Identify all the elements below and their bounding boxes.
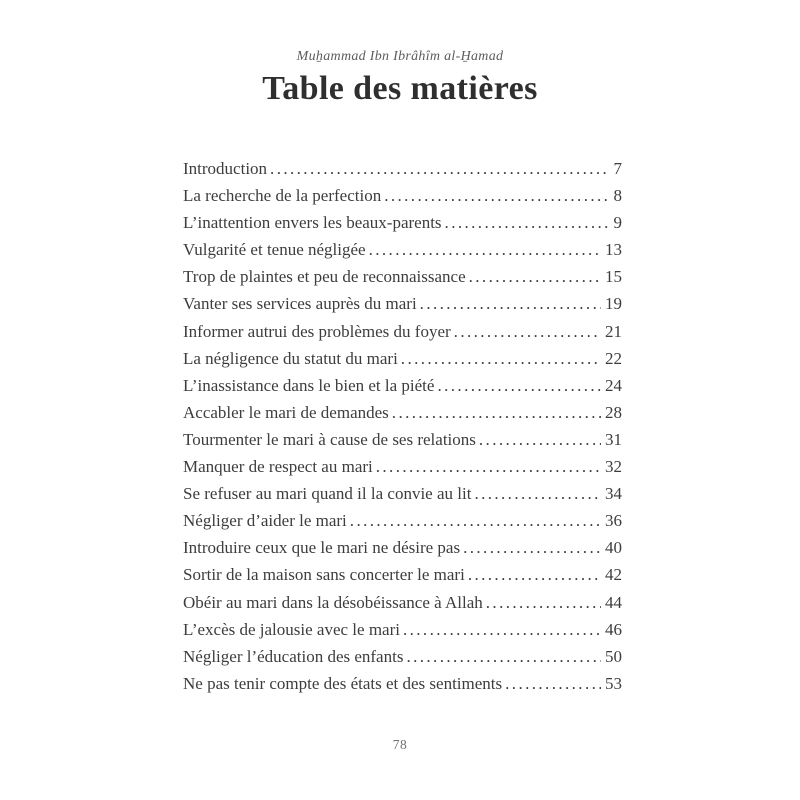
toc-entry [183,647,622,674]
toc-dot-leader [392,403,601,423]
toc-entry [183,186,622,213]
toc-entry-label: Négliger l’éducation des enfants [183,646,404,666]
toc-entry-page: 19 [605,294,622,314]
toc-entry [183,511,622,538]
toc-entry [183,484,622,511]
toc-entry-label: Obéir au mari dans la désobéissance à Allah [183,592,483,612]
toc-dot-leader [384,186,609,206]
toc-dot-leader [454,322,601,342]
toc-entry-label: La recherche de la perfection [183,186,382,206]
toc-entry-page: 36 [605,511,622,531]
toc-entry-page: 42 [605,565,622,585]
toc-entry-page: 9 [613,213,622,233]
toc-entry-page: 53 [605,673,622,693]
toc-entry [183,240,622,267]
toc-entry [183,403,622,430]
toc-dot-leader [468,565,601,585]
toc-entry-label: Négliger d’aider le mari [183,511,347,531]
toc-entry-page: 31 [605,429,622,449]
toc-entry [183,267,622,294]
toc-dot-leader [445,213,610,233]
toc-entry-label: Vanter ses services auprès du mari [183,294,417,314]
toc-entry [183,565,622,592]
running-header-author: Muẖammad Ibn Ibrâhîm al-H̱amad [296,49,504,64]
toc-entry [183,213,622,240]
toc-entry-label: La négligence du statut du mari [183,348,398,368]
toc-dot-leader [479,430,601,450]
toc-entry [183,376,622,403]
toc-entry-label: Sortir de la maison sans concerter le mari [183,565,465,585]
page-title: Table des matières [262,70,538,107]
toc-entry-page: 44 [605,592,622,612]
toc-entry-label: L’inattention envers les beaux-parents [183,213,442,233]
toc-dot-leader [420,294,601,314]
toc-entry-label: Se refuser au mari quand il la convie au lit [183,484,472,504]
toc-entry [183,349,622,376]
toc-entry [183,674,622,701]
toc-entry-label: Ne pas tenir compte des états et des sentiments [183,673,503,693]
toc-dot-leader [350,511,601,531]
toc-entry [183,620,622,647]
toc-dot-leader [270,159,609,179]
toc-dot-leader [505,674,601,694]
toc-entry-label: Accabler le mari de demandes [183,402,389,422]
toc-entry-page: 21 [605,321,622,341]
toc-entry-label: L’inassistance dans le bien et la piété [183,375,435,395]
toc-dot-leader [463,538,601,558]
toc-entry [183,322,622,349]
toc-entry [183,294,622,321]
toc-entry-page: 8 [613,186,622,206]
toc-entry [183,538,622,565]
toc-entry-page: 7 [613,159,622,178]
toc-entry-page: 24 [605,375,622,395]
toc-entry-label: Trop de plaintes et peu de reconnaissance [183,267,466,287]
toc-entry-page: 34 [605,484,622,504]
toc-entry-label: Tourmenter le mari à cause de ses relations [183,429,476,449]
toc-entry-page: 50 [605,646,622,666]
toc-dot-leader [406,647,601,667]
toc-entry-page: 40 [605,538,622,558]
toc-entry-page: 28 [605,402,622,422]
toc-entry-label: Introduction [183,159,268,178]
toc-dot-leader [376,457,601,477]
toc-entry-page: 46 [605,619,622,639]
toc-entry-page: 13 [605,240,622,260]
table-of-contents [183,159,622,701]
toc-entry-label: L’excès de jalousie avec le mari [183,619,400,639]
toc-entry-label: Manquer de respect au mari [183,457,373,477]
toc-dot-leader [474,484,601,504]
toc-entry [183,159,622,186]
toc-entry-label: Informer autrui des problèmes du foyer [183,321,451,341]
toc-dot-leader [401,349,601,369]
toc-dot-leader [403,620,601,640]
toc-entry-label: Introduire ceux que le mari ne désire pas [183,538,461,558]
page-number: 78 [392,737,408,752]
toc-dot-leader [469,267,601,287]
toc-entry [183,457,622,484]
toc-entry-page: 15 [605,267,622,287]
toc-entry [183,430,622,457]
toc-entry [183,593,622,620]
toc-dot-leader [369,240,601,260]
toc-entry-page: 32 [605,457,622,477]
toc-dot-leader [486,593,601,613]
toc-entry-label: Vulgarité et tenue négligée [183,240,366,260]
toc-entry-page: 22 [605,348,622,368]
toc-dot-leader [437,376,601,396]
